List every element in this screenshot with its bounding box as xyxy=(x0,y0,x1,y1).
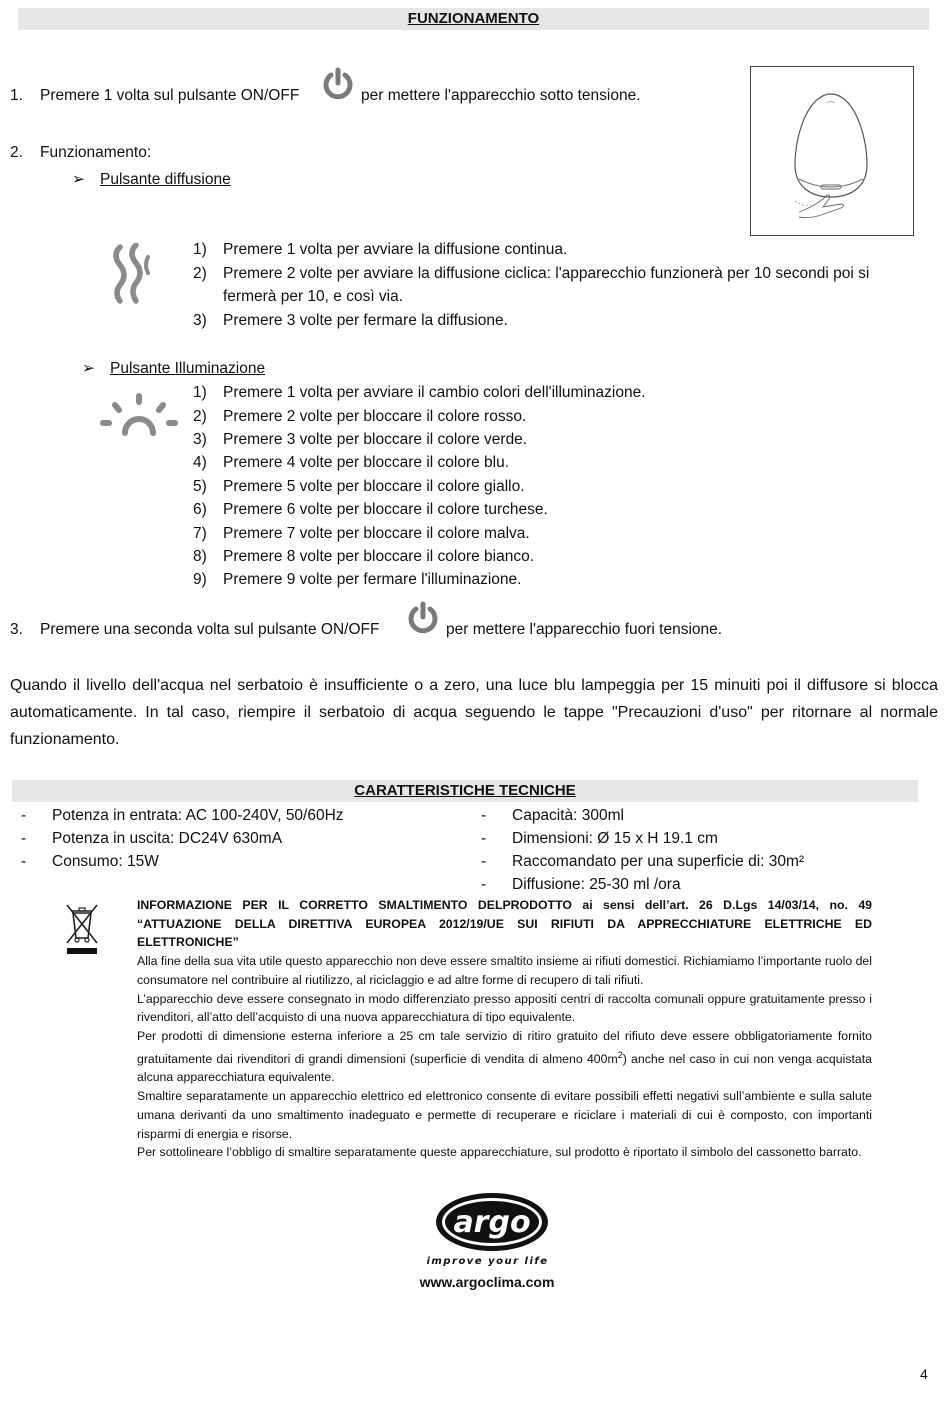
item-text: Premere 4 volte per bloccare il colore blu. xyxy=(223,454,510,471)
item-text: Premere 8 volte per bloccare il colore bianco. xyxy=(223,548,535,565)
device-illustration xyxy=(750,66,914,236)
superscript: 2 xyxy=(617,1049,623,1060)
diffusion-item-3 xyxy=(193,311,508,331)
dash: - xyxy=(481,807,487,824)
power-icon xyxy=(405,600,441,636)
lighting-item-4 xyxy=(193,453,509,473)
item-number: 7) xyxy=(193,525,207,542)
weee-paragraph-3-a: Per prodotti di dimensione esterna inferiore a 25 cm tale servizio di ritiro gratuito del rifiuto deve essere obbligatoriamente fornito gratuitamente dai rivenditori di grandi dimensioni (superficie di vendita di almeno 400m xyxy=(137,1028,872,1066)
spec-text: Consumo: 15W xyxy=(52,853,159,870)
item-text: Premere 3 volte per fermare la diffusione. xyxy=(223,312,508,329)
item-number: 9) xyxy=(193,571,207,588)
step-2-number: 2. xyxy=(10,144,23,161)
diffusion-item-1 xyxy=(193,240,567,260)
diffusion-label: Pulsante diffusione xyxy=(100,171,231,188)
spec-text: Diffusione: 25-30 ml /ora xyxy=(512,876,681,893)
item-number: 5) xyxy=(193,478,207,495)
website-link[interactable]: www.argoclima.com xyxy=(419,1274,555,1290)
spec-left-3 xyxy=(21,852,159,872)
step-3-text-before: Premere una seconda volta sul pulsante ON/OFF xyxy=(40,621,380,638)
argo-logo xyxy=(434,1192,550,1254)
item-number: 1) xyxy=(193,384,207,401)
item-number: 2) xyxy=(193,265,207,282)
weee-paragraph-2: L’apparecchio deve essere consegnato in modo differenziato presso appositi centri di raccolta comunali oppure gratuitamente presso i rivenditori, all’atto dell’acquisto di una nuova apparecchiatura di tipo equivalente. xyxy=(137,991,872,1025)
weee-paragraph-1: Alla fine della sua vita utile questo apparecchio non deve essere smaltito insieme ai rifiuti domestici. Richiamiamo l’importante ruolo del consumatore nel contribuire al riutilizzo, al riciclaggio e ad altre forme di recupero di tali rifiuti. xyxy=(137,954,872,987)
weee-heading-line-2: “ATTUAZIONE DELLA DIRETTIVA EUROPEA 2012/19/UE SUI RIFIUTI DA APPRECCHIATURE ELETTRICHE ED xyxy=(137,916,872,931)
spec-right-2 xyxy=(481,829,718,849)
item-text: Premere 6 volte per bloccare il colore turchese. xyxy=(223,501,548,518)
weee-disposal-info xyxy=(137,896,872,1162)
diffusion-heading xyxy=(72,170,231,190)
lighting-label: Pulsante Illuminazione xyxy=(110,360,266,377)
step-1-number: 1. xyxy=(10,87,23,104)
item-number: 1) xyxy=(193,241,207,258)
item-text: Premere 2 volte per bloccare il colore rosso. xyxy=(223,408,527,425)
item-number: 2) xyxy=(193,408,207,425)
item-text: Premere 2 volte per avviare la diffusione ciclica: l'apparecchio funzionerà per 10 secondi poi si xyxy=(223,265,870,282)
step-2-label: Funzionamento: xyxy=(40,144,152,161)
item-text: Premere 1 volta per avviare il cambio colori dell'illuminazione. xyxy=(223,384,646,401)
item-text: Premere 7 volte per bloccare il colore malva. xyxy=(223,525,530,542)
spec-text: Capacità: 300ml xyxy=(512,807,625,824)
section-title-funzionamento: FUNZIONAMENTO xyxy=(18,8,929,30)
lighting-item-5 xyxy=(193,477,525,497)
light-sun-icon xyxy=(100,393,178,443)
spec-left-1 xyxy=(21,806,344,826)
spec-text: Potenza in entrata: AC 100-240V, 50/60Hz xyxy=(52,807,344,824)
diffusion-item-2 xyxy=(193,264,869,284)
lighting-item-6 xyxy=(193,500,548,520)
lighting-item-8 xyxy=(193,547,534,567)
step-3-number: 3. xyxy=(10,621,23,638)
spec-left-2 xyxy=(21,829,282,849)
dash: - xyxy=(21,830,27,847)
page-number: 4 xyxy=(920,1366,928,1382)
item-number: 3) xyxy=(193,312,207,329)
spec-text: Raccomandato per una superficie di: 30m² xyxy=(512,853,805,870)
item-text: Premere 5 volte per bloccare il colore giallo. xyxy=(223,478,525,495)
item-text: Premere 1 volta per avviare la diffusione continua. xyxy=(223,241,568,258)
bullet-arrow-icon: ➢ xyxy=(82,360,95,377)
lighting-heading xyxy=(82,359,265,379)
dash: - xyxy=(481,876,487,893)
step-1-text-before: Premere 1 volta sul pulsante ON/OFF xyxy=(40,87,300,104)
spec-right-4 xyxy=(481,875,681,895)
weee-heading-line-1: INFORMAZIONE PER IL CORRETTO SMALTIMENTO DELPRODOTTO ai sensi dell’art. 26 D.Lgs 14/03/14, no. 49 xyxy=(137,898,872,912)
lighting-item-7 xyxy=(193,524,530,544)
spec-right-3 xyxy=(481,852,804,872)
item-number: 8) xyxy=(193,548,207,565)
spec-text: Potenza in uscita: DC24V 630mA xyxy=(52,830,283,847)
step-3-text-after: per mettere l'apparecchio fuori tensione. xyxy=(446,621,723,638)
item-number: 6) xyxy=(193,501,207,518)
item-number: 3) xyxy=(193,431,207,448)
weee-heading-line-3: ELETTRONICHE” xyxy=(137,935,239,950)
weee-paragraph-3 xyxy=(137,1027,872,1087)
logo-text: argo xyxy=(453,1205,531,1240)
item-text: Premere 3 volte per bloccare il colore verde. xyxy=(223,431,528,448)
water-level-note: Quando il livello dell'acqua nel serbatoio è insufficiente o a zero, una luce blu lampeggia per 15 minuiti poi il diffusore si blocca automaticamente. In tal caso, riempire il serbatoio di acqua seguendo le tappe "Precauzioni d'uso" per ritornare al normale funzionamento. xyxy=(10,677,938,748)
item-text: Premere 9 volte per fermare l'illuminazione. xyxy=(223,571,522,588)
step-2 xyxy=(10,143,151,163)
dash: - xyxy=(481,853,487,870)
section-title-specs: CARATTERISTICHE TECNICHE xyxy=(12,780,918,802)
diffusion-item-2-cont: fermerà per 10, e così via. xyxy=(223,288,404,305)
weee-paragraph-5: Per sottolineare l’obbligo di smaltire separatamente queste apparecchiature, sul prodotto è riportato il simbolo del cassonetto barrato. xyxy=(137,1145,862,1160)
dash: - xyxy=(481,830,487,847)
lighting-item-9 xyxy=(193,570,521,590)
step-1-text-after: per mettere l'apparecchio sotto tensione. xyxy=(361,87,641,104)
brand-tagline: improve your life xyxy=(426,1256,549,1267)
step-1 xyxy=(10,86,299,106)
crossed-bin-icon xyxy=(64,902,100,956)
diffusion-waves-icon xyxy=(110,243,154,307)
spec-text: Dimensioni: Ø 15 x H 19.1 cm xyxy=(512,830,718,847)
power-icon xyxy=(320,66,356,102)
dash: - xyxy=(21,807,27,824)
lighting-item-3 xyxy=(193,430,527,450)
weee-paragraph-3-b: ) anche nel caso in cui non venga acquistata alcuna apparecchiatura equivalente. xyxy=(137,1051,872,1085)
dash: - xyxy=(21,853,27,870)
spec-right-1 xyxy=(481,806,624,826)
bullet-arrow-icon: ➢ xyxy=(72,171,85,188)
lighting-item-1 xyxy=(193,383,646,403)
weee-paragraph-4: Smaltire separatamente un apparecchio elettrico ed elettronico consente di evitare possibili effetti negativi sull’ambiente e sulla salute umana derivanti da uno smaltimento inadeguato e permette di recuperare e riciclare i materiali di cui è composto, con importanti risparmi di energia e risorse. xyxy=(137,1089,872,1141)
step-3 xyxy=(10,620,379,640)
lighting-item-2 xyxy=(193,407,526,427)
item-number: 4) xyxy=(193,454,207,471)
